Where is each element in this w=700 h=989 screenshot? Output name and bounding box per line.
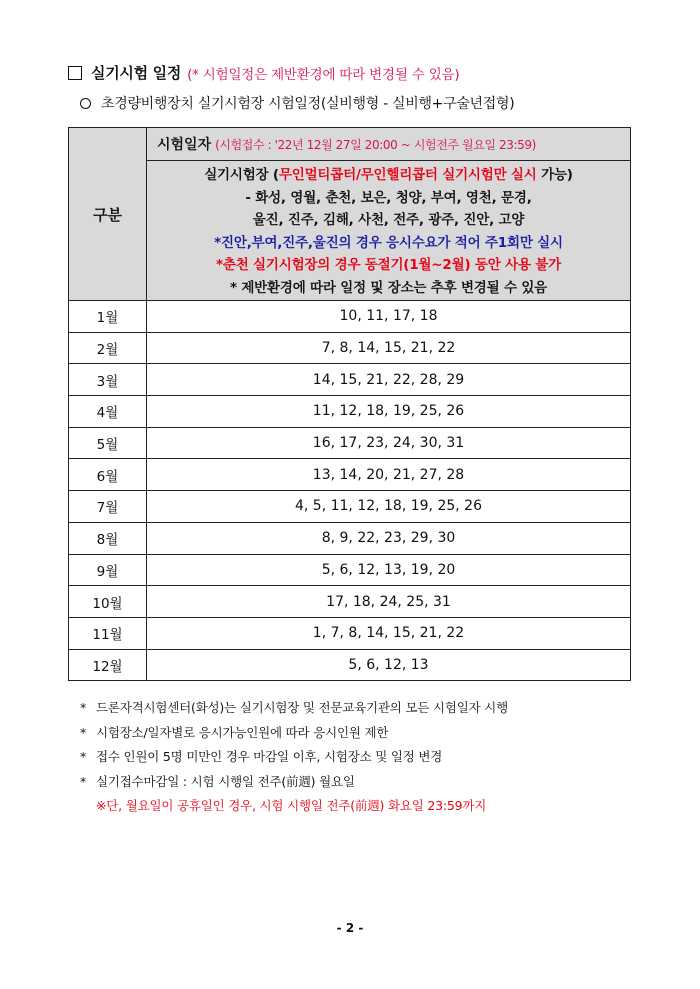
dates-cell: 14, 15, 21, 22, 28, 29 bbox=[147, 364, 631, 396]
row-header-label: 구분 bbox=[69, 128, 147, 301]
month-cell: 6월 bbox=[69, 459, 147, 491]
dates-cell: 11, 12, 18, 19, 25, 26 bbox=[147, 396, 631, 428]
section-title-text: 실기시험 일정 bbox=[91, 64, 182, 82]
locations-line-1: - 화성, 영월, 춘천, 보은, 청양, 부여, 영천, 문경, bbox=[245, 189, 532, 206]
footnote-star: * bbox=[80, 724, 87, 740]
chuncheon-winter-note: *춘천 실기시험장의 경우 동절기(1월~2월) 동안 사용 불가 bbox=[216, 257, 561, 273]
circle-bullet-icon bbox=[80, 98, 91, 109]
dates-cell: 4, 5, 11, 12, 18, 19, 25, 26 bbox=[147, 491, 631, 523]
subtitle bbox=[80, 93, 514, 113]
month-cell: 7월 bbox=[69, 491, 147, 523]
month-row bbox=[69, 427, 631, 459]
page-number: - 2 - bbox=[336, 921, 364, 935]
footnote-text: 시험장소/일자별로 응시가능인원에 따라 응시인원 제한 bbox=[96, 724, 389, 740]
dates-cell: 7, 8, 14, 15, 21, 22 bbox=[147, 332, 631, 364]
schedule-change-note: * 제반환경에 따라 일정 및 장소는 추후 변경될 수 있음 bbox=[229, 279, 548, 296]
venue-paren: ( bbox=[272, 167, 279, 183]
footnote bbox=[80, 770, 508, 795]
weekly-once-note: *진안,부여,진주,울진의 경우 응시수요가 적어 주1회만 실시 bbox=[214, 234, 563, 251]
footnote-star: * bbox=[80, 773, 87, 789]
month-row bbox=[69, 586, 631, 618]
venue-header bbox=[147, 161, 631, 301]
footnotes bbox=[80, 696, 508, 819]
section-title-note: (* 시험일정은 제반환경에 따라 변경될 수 있음) bbox=[187, 66, 460, 83]
month-cell: 4월 bbox=[69, 396, 147, 428]
footnote-text: 접수 인원이 5명 미만인 경우 마감일 이후, 시험장소 및 일정 변경 bbox=[96, 749, 443, 764]
month-row bbox=[69, 522, 631, 554]
schedule-table bbox=[68, 127, 631, 681]
dates-cell: 10, 11, 17, 18 bbox=[147, 301, 631, 333]
footnote bbox=[80, 721, 508, 746]
month-cell: 10월 bbox=[69, 586, 147, 618]
month-rows bbox=[69, 301, 631, 681]
dates-cell: 5, 6, 12, 13 bbox=[147, 649, 631, 681]
holiday-deadline-note: ※단, 월요일이 공휴일인 경우, 시험 시행일 전주(前週) 화요일 23:59까지 bbox=[96, 798, 487, 813]
dates-cell: 5, 6, 12, 13, 19, 20 bbox=[147, 554, 631, 586]
dates-cell: 8, 9, 22, 23, 29, 30 bbox=[147, 522, 631, 554]
footnote-text: 드론자격시험센터(화성)는 실기시험장 및 전문교육기관의 모든 시험일자 시행 bbox=[96, 700, 508, 715]
venue-label: 실기시험장 bbox=[204, 167, 269, 183]
exam-date-note: (시험접수 : '22년 12월 27일 20:00 ~ 시험전주 월요일 23:59) bbox=[215, 138, 536, 152]
venue-title-line bbox=[147, 164, 630, 187]
footnote-text: 실기접수마감일 : 시험 시행일 전주(前週) 월요일 bbox=[96, 773, 355, 789]
month-row bbox=[69, 301, 631, 333]
dates-cell: 16, 17, 23, 24, 30, 31 bbox=[147, 427, 631, 459]
month-cell: 2월 bbox=[69, 332, 147, 364]
month-cell: 9월 bbox=[69, 554, 147, 586]
month-row bbox=[69, 332, 631, 364]
footnote bbox=[80, 696, 508, 721]
month-cell: 5월 bbox=[69, 427, 147, 459]
locations-line-2: 울진, 진주, 김해, 사천, 전주, 광주, 진안, 고양 bbox=[252, 212, 525, 228]
exam-date-label: 시험일자 bbox=[157, 137, 212, 153]
month-cell: 11월 bbox=[69, 617, 147, 649]
footnote-star: * bbox=[80, 749, 87, 764]
month-row bbox=[69, 459, 631, 491]
venue-tail: 가능) bbox=[536, 167, 573, 183]
month-cell: 1월 bbox=[69, 301, 147, 333]
subtitle-text: 초경량비행장치 실기시험장 시험일정(실비행형 - 실비행+구술년접형) bbox=[101, 96, 515, 112]
month-row bbox=[69, 491, 631, 523]
footnote bbox=[80, 745, 508, 770]
venue-red-text: 무인멀티콥터/무인헬리콥터 실기시험만 실시 bbox=[278, 167, 537, 183]
footnote-star: * bbox=[80, 700, 87, 715]
month-row bbox=[69, 617, 631, 649]
dates-cell: 13, 14, 20, 21, 27, 28 bbox=[147, 459, 631, 491]
dates-cell: 17, 18, 24, 25, 31 bbox=[147, 586, 631, 618]
month-row bbox=[69, 649, 631, 681]
month-cell: 12월 bbox=[69, 649, 147, 681]
dates-cell: 1, 7, 8, 14, 15, 21, 22 bbox=[147, 617, 631, 649]
month-row bbox=[69, 396, 631, 428]
month-row bbox=[69, 554, 631, 586]
month-row bbox=[69, 364, 631, 396]
exam-date-header bbox=[147, 128, 631, 161]
section-title bbox=[68, 62, 459, 83]
checkbox-icon bbox=[68, 66, 82, 80]
month-cell: 8월 bbox=[69, 522, 147, 554]
month-cell: 3월 bbox=[69, 364, 147, 396]
